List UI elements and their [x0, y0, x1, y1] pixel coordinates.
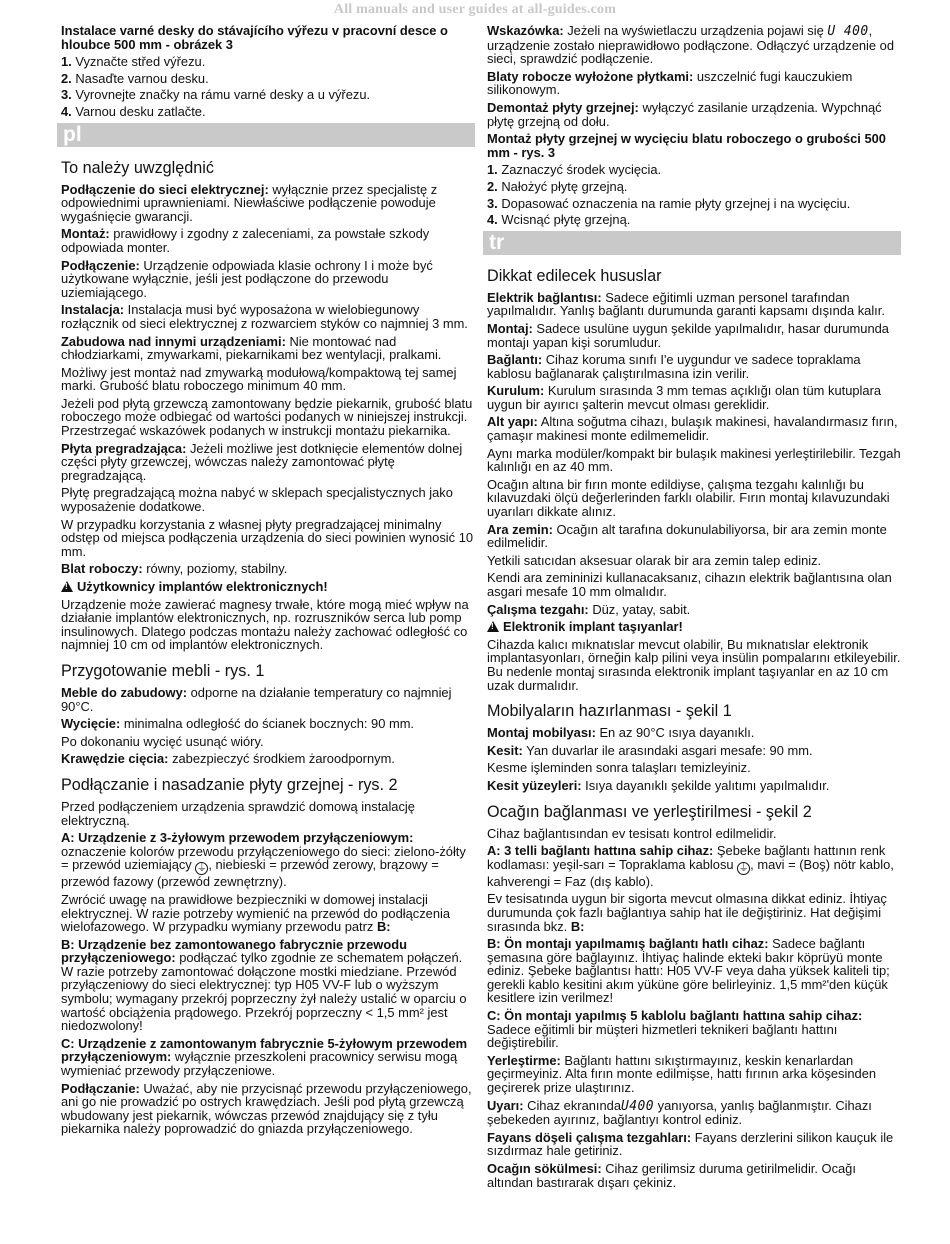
- display-code: U400: [621, 1098, 655, 1114]
- paragraph: Kurulum: Kurulum sırasında 3 mm temas açıklığı olan tüm kutuplara uygun bir ayırıcı şalterin mevcut olması gereklidir.: [487, 383, 882, 412]
- section-title: Dikkat edilecek hususlar: [487, 266, 662, 285]
- paragraph: Demontaż płyty grzejnej: wyłączyć zasilanie urządzenia. Wypchnąć płytę grzejną od dołu.: [487, 99, 882, 129]
- implant-warning-text: Cihazda kalıcı mıknatıslar mevcut olabilir, Bu mıknatıslar elektronik implantasyonları, örneğin kalp pilini veya insülin pompalarını etkileyebilir. Bu nedenle montaj sırasında elektronik implant taşıyanlar en az 10 cm uzak durmalıdır.: [487, 636, 901, 693]
- paragraph: Zwrócić uwagę na prawidłowe bezpieczniki w domowej instalacji elektrycznej. W razie potrzeby wymienić na przewód do podłączenia wielofazowego. W przypadku wymiany przewodu patrz B:: [61, 891, 451, 935]
- paragraph: Montaj mobilyası: En az 90°C ısıya dayanıklı.: [487, 725, 755, 741]
- implant-warning-title: !Użytkownicy implantów elektronicznych!: [61, 580, 475, 594]
- paragraph: Wycięcie: minimalna odległość do ścianek bocznych: 90 mm.: [61, 716, 415, 732]
- list-item: 4. Varnou desku zatlačte.: [61, 103, 206, 119]
- paragraph: Cihaz bağlantısından ev tesisatı kontrol edilmelidir.: [487, 825, 777, 841]
- section-title: Przygotowanie mebli - rys. 1: [61, 661, 265, 680]
- implant-warning-text: Urządzenie może zawierać magnesy trwałe, które mogą mieć wpływ na działanie implantów elektronicznych, np. rozruszników serca lub pomp insulinowych. Dlatego podczas montażu należy zachować odległość co najmniej 10 cm od implantów elektronicznych.: [61, 596, 469, 653]
- cz-steps-list: [61, 55, 475, 118]
- paragraph: W przypadku korzystania z własnej płyty pregradzającej minimalny odstęp od miejsca podłączenia urządzenia do sieci powinien wynosić 10 mm.: [61, 516, 474, 559]
- warning-triangle-icon: [487, 621, 499, 632]
- paragraph: Çalışma tezgahı: Düz, yatay, sabit.: [487, 601, 691, 617]
- watermark: All manuals and user guides at all-guides.com: [333, 2, 617, 17]
- paragraph: Podłączanie: Uważać, aby nie przycisnąć przewodu przyłączeniowego, ani go nie prowadzić po ostrych krawędziach. Jeśli pod płytą grzewczą wbudowany jest piekarnik, wówczas przewód znajdujący się z tyłu piekarnika należy poprowadzić do gniazda przyłączeniowego.: [61, 1080, 472, 1137]
- section-title: Podłączanie i nasadzanie płyty grzejnej - rys. 2: [61, 775, 398, 794]
- left-column: [61, 24, 475, 1140]
- paragraph: Blaty robocze wyłożone płytkami: uszczelnić fugi kauczukiem silikonowym.: [487, 68, 853, 98]
- right-column: [487, 24, 901, 1193]
- list-item: 2. Nałożyć płytę grzejną.: [487, 178, 628, 194]
- section-title: To należy uwzględnić: [61, 158, 214, 177]
- language-bar-pl: pl: [57, 123, 475, 147]
- paragraph: Zabudowa nad innymi urządzeniami: Nie montować nad chłodziarkami, zmywarkami, piekarnikami bez wentylacji, pralkami.: [61, 333, 442, 363]
- list-item: 2. Nasaďte varnou desku.: [61, 70, 209, 86]
- implant-warning-title: !Elektronik implant taşıyanlar!: [487, 620, 901, 634]
- paragraph: Yerleştirme: Bağlantı hattını sıkıştırmayınız, keskin kenarlardan geçirmeyiniz. Alta fırın monte edilmişse, hattı fırının arka köşesinden geçirerek prize ulaştırınız.: [487, 1052, 877, 1096]
- paragraph: Blat roboczy: równy, poziomy, stabilny.: [61, 561, 288, 577]
- paragraph: Aynı marka modüler/kompakt bir bulaşık makinesi yerleştirilebilir. Tezgah kalınlığı en az 40 mm.: [487, 445, 901, 475]
- paragraph: C: Urządzenie z zamontowanym fabrycznie 5-żyłowym przewodem przyłączeniowym: wyłącznie przeszkoleni pracownicy serwisu mogą wymieniać przewody przyłączeniowe.: [61, 1035, 468, 1079]
- section-title: Mobilyaların hazırlanması - şekil 1: [487, 702, 732, 721]
- paragraph: Przed podłączeniem urządzenia sprawdzić domową instalację elektryczną.: [61, 798, 415, 828]
- ground-symbol-icon: ⏚: [196, 863, 207, 875]
- paragraph: B: Ön montajı yapılmamış bağlantı hatlı cihaz: Sadece bağlantı şemasına göre bağlayınız. İhtiyaç halinde ekteki bakır köprüyü monte ediniz. Şebeke bağlantısı hattı: H05 VV-F veya daha yüksek kaliteli tip; gerekli kablo kesitini akım yüküne göre belirleyiniz. 1,5 mm²'den küçük kesitlere izin verilmez!: [487, 936, 890, 1006]
- paragraph: Bağlantı: Cihaz koruma sınıfı I'e uygundur ve sadece topraklama kablosu bağlanarak çalıştırılmasına izin verilir.: [487, 352, 861, 381]
- list-item: 1. Vyznačte střed výřezu.: [61, 54, 206, 70]
- paragraph: Możliwy jest montaż nad zmywarką modułową/kompaktową tej samej marki. Grubość blatu roboczego minimum 40 mm.: [61, 364, 457, 394]
- paragraph: Montaż: prawidłowy i zgodny z zaleceniami, za powstałe szkody odpowiada monter.: [61, 226, 430, 255]
- paragraph: Podłączenie do sieci elektrycznej: wyłącznie przez specjalistę z odpowiednimi uprawnieniami. Niewłaściwe podłączenie powoduje wygaśnięcie gwarancji.: [61, 181, 438, 224]
- paragraph: Ocağın sökülmesi: Cihaz gerilimsiz duruma getirilmelidir. Ocağı altından bastırarak dışarı çekiniz.: [487, 1161, 856, 1190]
- display-code: U 400: [827, 24, 869, 39]
- paragraph: Krawędzie cięcia: zabezpieczyć środkiem żaroodpornym.: [61, 751, 395, 767]
- paragraph: Montaj: Sadece usulüne uygun şekilde yapılmalıdır, hasar durumunda montajı yapan kişi sorumludur.: [487, 320, 889, 350]
- paragraph: Uyarı: Cihaz ekranındaU400 yanıyorsa, yanlış bağlanmıştır. Cihazı şebekeden ayırınız, bağlantıyı kontrol ediniz.: [487, 1097, 872, 1128]
- paragraph: Kesit: Yan duvarlar ile arasındaki asgari mesafe: 90 mm.: [487, 742, 813, 758]
- paragraph: Fayans döşeli çalışma tezgahları: Fayans derzlerini silikon kauçuk ile sızdırmaz hale getiriniz.: [487, 1129, 894, 1159]
- paragraph: A: 3 telli bağlantı hattına sahip cihaz: Şebeke bağlantı hattının renk kodlaması: yeşil-sarı = Topraklama kablosu ⏚ , mavi = (Boş) nötr kablo, kahverengi = Faz (dış kablo).: [487, 843, 894, 889]
- paragraph: Ev tesisatında uygun bir sigorta mevcut olmasına dikkat ediniz. İhtiyaç durumunda çok fazlı bağlantıya sahip hat ile değiştiriniz. Hat değişimi sırasında bkz. B:: [487, 891, 887, 934]
- list-item: 3. Dopasować oznaczenia na ramie płyty grzejnej i na wycięciu.: [487, 195, 851, 211]
- paragraph: Podłączenie: Urządzenie odpowiada klasie ochrony I i może być użytkowane wyłącznie, jeśli jest podłączone do przewodu uziemiającego.: [61, 257, 433, 300]
- paragraph: Alt yapı: Altına soğutma cihazı, bulaşık makinesi, havalandırmasız fırın, çamaşır makinesi monte edilmemelidir.: [487, 414, 898, 444]
- ground-symbol-icon: ⏚: [738, 862, 749, 874]
- list-item: 1. Zaznaczyć środek wycięcia.: [487, 162, 662, 178]
- paragraph: Wskazówka: Jeżeli na wyświetlaczu urządzenia pojawi się U 400, urządzenie zostało nieprawidłowo podłączone. Odłączyć urządzenie od sieci, sprawdzić podłączenie.: [487, 23, 895, 67]
- cz-install-heading: Instalace varné desky do stávajícího výřezu v pracovní desce o hloubce 500 mm - obrázek 3: [61, 23, 448, 52]
- language-bar-tr: tr: [483, 231, 901, 255]
- paragraph: Kendi ara zemininizi kullanacaksanız, cihazın elektrik bağlantısına olan asgari mesafe 10 mm olmalıdır.: [487, 570, 892, 599]
- paragraph: Jeżeli pod płytą grzewczą zamontowany będzie piekarnik, grubość blatu roboczego może odbiegać od wartości podanych w niniejszej instrukcji. Przestrzegać wskazówek podanych w instrukcji montażu piekarnika.: [61, 395, 473, 439]
- paragraph: C: Ön montajı yapılmış 5 kablolu bağlantı hattına sahip cihaz: Sadece eğitimli bir müşteri hizmetleri teknikeri bağlantı hattını değiştirebilir.: [487, 1008, 863, 1051]
- paragraph: Ara zemin: Ocağın alt tarafına dokunulabiliyorsa, bir ara zemin monte edilmelidir.: [487, 521, 887, 551]
- section-title: Ocağın bağlanması ve yerleştirilmesi - şekil 2: [487, 802, 812, 821]
- paragraph: Kesit yüzeyleri: Isıya dayanıklı şekilde yalıtımı yapılmalıdır.: [487, 777, 830, 793]
- paragraph: B: Urządzenie bez zamontowanego fabrycznie przewodu przyłączeniowego: podłączać tylko zgodnie ze schematem połączeń. W razie potrzeby zamontować dołączone mostki miedziane. Przewód przyłączeniowy do sieci elektrycznej: typ H05 VV-F lub o wyższym symbolu; wymagany przekrój poprzeczny żył należy ustalić w oparciu o wartość obciążenia prądowego. Przekrój poprzeczny < 1,5 mm² jest niedozwolony!: [61, 936, 467, 1034]
- paragraph: Kesme işleminden sonra talaşları temizleyiniz.: [487, 760, 751, 776]
- pl-install-heading: Montaż płyty grzejnej w wycięciu blatu roboczego o grubości 500 mm - rys. 3: [487, 131, 886, 160]
- paragraph: Płyta pregradzająca: Jeżeli możliwe jest dotknięcie elementów dolnej części płyty grzewczej, wówczas należy zamontować płytę pregradzającą.: [61, 440, 463, 483]
- list-item: 3. Vyrovnejte značky na rámu varné desky a u výřezu.: [61, 87, 371, 103]
- paragraph: Instalacja: Instalacja musi być wyposażona w wielobiegunowy rozłącznik od sieci elektrycznej z rozwarciem styków co najmniej 3 mm.: [61, 302, 468, 331]
- list-item: 4. Wcisnąć płytę grzejną.: [487, 212, 631, 228]
- warning-triangle-icon: [61, 581, 73, 592]
- paragraph: A: Urządzenie z 3-żyłowym przewodem przyłączeniowym: oznaczenie kolorów przewodu przyłączeniowego do sieci: zielono-żółty = przewód uziemiający ⏚ , niebieski = przewód zerowy, brązowy = przewód fazowy (przewód zewnętrzny).: [61, 830, 466, 890]
- paragraph: Po dokonaniu wycięć usunąć wióry.: [61, 733, 264, 749]
- paragraph: Elektrik bağlantısı: Sadece eğitimli uzman personel tarafından yapılmalıdır. Yanlış bağlantı durumunda garanti kapsamı dışında kalır.: [487, 289, 885, 319]
- paragraph: Ocağın altına bir fırın monte edildiyse, çalışma tezgahı kalınlığı bu kılavuzdaki ölçü değerlerinden farklı olabilir. Fırın montaj kılavuzundaki uyarıları dikkate alınız.: [487, 476, 890, 520]
- paragraph: Płytę pregradzającą można nabyć w sklepach specjalistycznych jako wyposażenie dodatkowe.: [61, 485, 453, 515]
- paragraph: Yetkili satıcıdan aksesuar olarak bir ara zemin talep ediniz.: [487, 552, 822, 568]
- paragraph: Meble do zabudowy: odporne na działanie temperatury co najmniej 90°C.: [61, 684, 452, 714]
- pl-steps-list: [487, 163, 901, 226]
